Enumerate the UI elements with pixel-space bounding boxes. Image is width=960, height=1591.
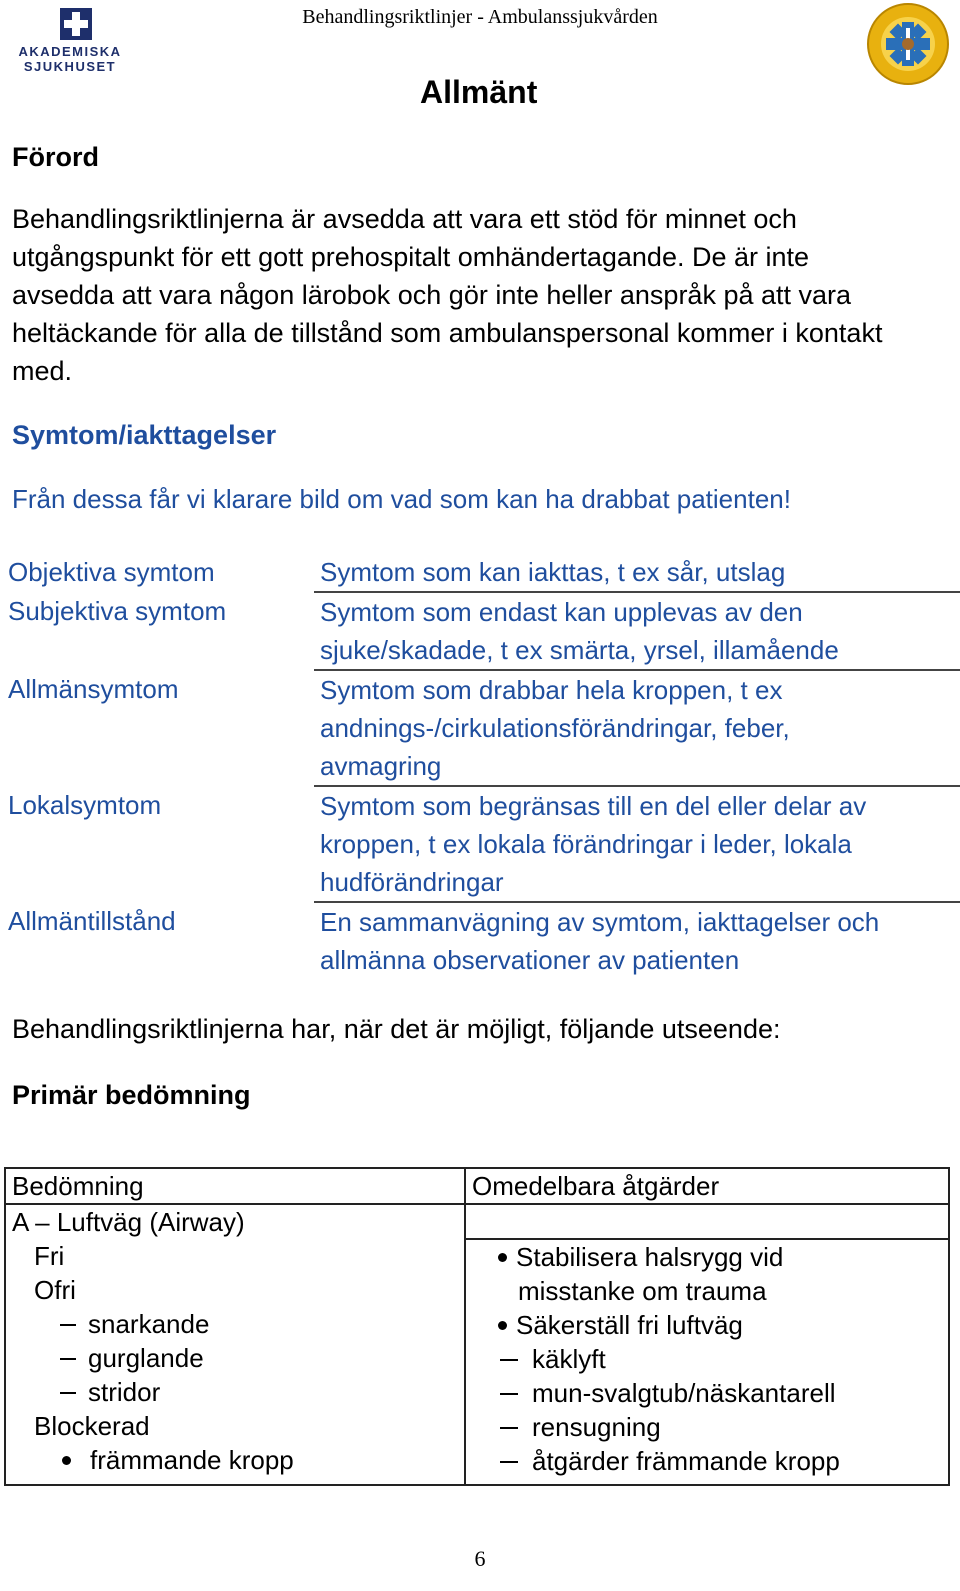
page-number: 6: [474, 1546, 486, 1571]
symtom-desc: [314, 902, 960, 979]
symtom-desc: [314, 670, 960, 786]
desc-line: andnings-/cirkulationsförändringar, feber,: [320, 713, 790, 743]
symtom-desc: [314, 553, 960, 592]
desc-line: avmagring: [320, 751, 442, 781]
col-header-bedomning: Bedömning: [5, 1168, 465, 1204]
desc-line: kroppen, t ex lokala förändringar i leder, lokala: [320, 829, 852, 859]
akademiska-logo: [10, 6, 130, 76]
list-item: Säkerställ fri luftväg: [472, 1308, 942, 1342]
primar-heading: Primär bedömning: [12, 1080, 251, 1110]
table-row: [0, 592, 960, 670]
list-item: Blockerad: [34, 1411, 150, 1441]
table-row: [0, 902, 960, 979]
symtom-desc: [314, 786, 960, 902]
desc-line: Symtom som kan iakttas, t ex sår, utslag: [320, 557, 786, 587]
forord-line: utgångspunkt för ett gott prehospitalt omhändertagande. De är inte: [12, 242, 810, 272]
symtom-term: Lokalsymtom: [8, 790, 162, 820]
table-row: [0, 553, 960, 592]
symtom-desc: [314, 592, 960, 670]
forord-line: avsedda att vara någon lärobok och gör inte heller anspråk på att vara: [12, 280, 852, 310]
table-row: [5, 1204, 949, 1239]
list-item: snarkande: [12, 1307, 458, 1341]
airway-cell-right: [465, 1204, 949, 1239]
atgarder-list: [465, 1239, 949, 1485]
logo-line-2: SJUKHUSET: [23, 59, 117, 74]
logo-line-1: AKADEMISKA: [18, 44, 122, 59]
symtom-heading: Symtom/iakttagelser: [12, 420, 277, 450]
forord-heading: Förord: [12, 142, 99, 172]
table-row: [5, 1239, 949, 1485]
table-row: [0, 786, 960, 902]
page-title: Allmänt: [420, 74, 538, 110]
symtom-term: Objektiva symtom: [8, 557, 215, 587]
primar-table: [4, 1167, 950, 1486]
list-item: främmande kropp: [12, 1443, 458, 1477]
list-item: käklyft: [472, 1342, 942, 1376]
list-item: gurglande: [12, 1341, 458, 1375]
desc-line: En sammanvägning av symtom, iakttagelser och: [320, 907, 880, 937]
airway-title: A – Luftväg (Airway): [12, 1207, 245, 1237]
airway-cell: [5, 1204, 465, 1239]
desc-line: Symtom som drabbar hela kroppen, t ex: [320, 675, 783, 705]
desc-line: Symtom som endast kan upplevas av den: [320, 597, 803, 627]
list-item: åtgärder främmande kropp: [472, 1444, 942, 1478]
list-item: misstanke om trauma: [518, 1276, 767, 1306]
desc-line: allmänna observationer av patienten: [320, 945, 740, 975]
medical-cross-icon: [60, 8, 92, 40]
symtom-term: Subjektiva symtom: [8, 596, 227, 626]
col-header-atgarder: Omedelbara åtgärder: [465, 1168, 949, 1204]
forord-line: med.: [12, 356, 73, 386]
symtom-table: [0, 553, 960, 979]
symtom-term: Allmänsymtom: [8, 674, 179, 704]
outro-text: Behandlingsriktlinjerna har, när det är möjligt, följande utseende:: [12, 1014, 781, 1044]
table-row: [0, 670, 960, 786]
forord-line: heltäckande för alla de tillstånd som ambulanspersonal kommer i kontakt: [12, 318, 883, 348]
table-header-row: [5, 1168, 949, 1204]
symtom-intro: Från dessa får vi klarare bild om vad som kan ha drabbat patienten!: [12, 484, 791, 514]
list-item: stridor: [12, 1375, 458, 1409]
list-item: mun-svalgtub/näskantarell: [472, 1376, 942, 1410]
list-item: rensugning: [472, 1410, 942, 1444]
desc-line: sjuke/skadade, t ex smärta, yrsel, illamående: [320, 635, 839, 665]
desc-line: hudförändringar: [320, 867, 504, 897]
list-item: Ofri: [34, 1275, 76, 1305]
forord-line: Behandlingsriktlinjerna är avsedda att vara ett stöd för minnet och: [12, 204, 797, 234]
ambulance-badge-icon: [866, 2, 950, 86]
symtom-term: Allmäntillstånd: [8, 906, 176, 936]
running-title: Behandlingsriktlinjer - Ambulanssjukvården: [302, 6, 658, 28]
bedomning-list: [5, 1239, 465, 1485]
desc-line: Symtom som begränsas till en del eller delar av: [320, 791, 867, 821]
list-item: Fri: [34, 1241, 65, 1271]
forord-paragraph: [12, 200, 952, 390]
list-item: Stabilisera halsrygg vid: [472, 1240, 942, 1274]
